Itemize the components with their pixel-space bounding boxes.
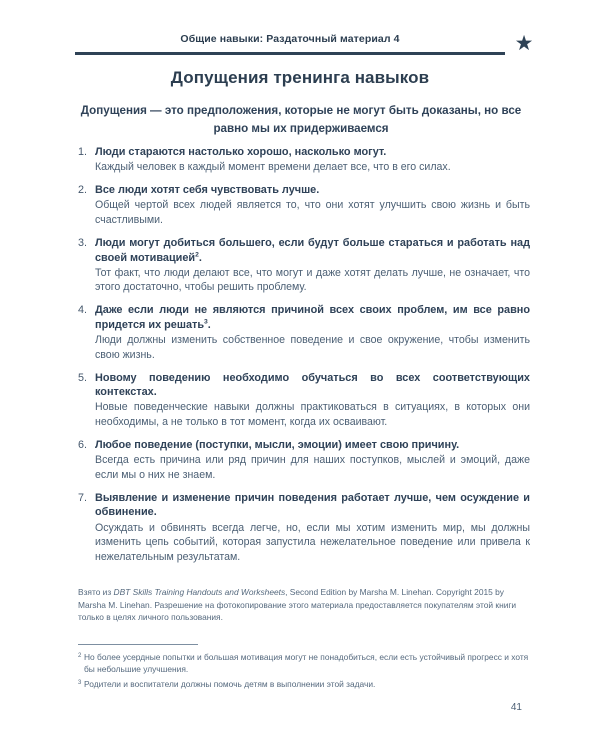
footnote-ref: 2 xyxy=(195,250,199,258)
attribution-prefix: Взято из xyxy=(78,587,114,597)
list-item-heading: Любое поведение (поступки, мысли, эмоции) имеет свою причину. xyxy=(95,439,460,452)
assumptions-list xyxy=(78,145,530,573)
footnote xyxy=(78,651,530,676)
list-item-body: Новые поведенческие навыки должны практиковаться в ситуациях, в которых они необходимы, а не только в тот момент, когда их осваивают. xyxy=(95,401,530,428)
list-item-heading xyxy=(95,303,530,332)
footnotes-section xyxy=(78,651,530,692)
footnote-marker: 3 xyxy=(78,679,82,686)
footnote-ref: 3 xyxy=(204,318,208,326)
list-item-heading xyxy=(95,236,530,265)
list-item xyxy=(78,491,530,564)
list-item-body: Каждый человек в каждый момент времени делает все, что в его силах. xyxy=(95,161,451,174)
attribution-suffix: , Second Edition by Marsha M. Linehan. Copyright 2015 by Marsha M. Linehan. Разрешение на фотокопирование этого материала предоставляется покупателям этой книги только в целях личного пользования. xyxy=(78,587,517,622)
list-item-body: Общей чертой всех людей является то, что они хотят улучшить свою жизнь и быть счастливыми. xyxy=(95,199,530,226)
list-item xyxy=(78,371,530,430)
list-item-body: Осуждать и обвинять всегда легче, но, если мы хотим изменить мир, мы должны изменить цепь событий, которая запустила нежелательное поведение или привела к нежелательным результатам. xyxy=(95,521,530,563)
list-item xyxy=(78,236,530,295)
list-item xyxy=(78,183,530,227)
page-number: 41 xyxy=(510,702,522,713)
list-item-number: 4. xyxy=(78,304,88,317)
header-divider xyxy=(75,52,505,55)
header-title: Общие навыки: Раздаточный материал 4 xyxy=(180,33,400,45)
footnote xyxy=(78,678,530,690)
list-item-heading: Все люди хотят себя чувствовать лучше. xyxy=(95,184,320,197)
page-title: Допущения тренинга навыков xyxy=(170,68,430,87)
list-item-body: Тот факт, что люди делают все, что могут и даже хотят делать лучше, не означает, что этого достаточно, чтобы решить проблему. xyxy=(95,266,530,294)
heading-text: Даже если люди не являются причиной всех своих проблем, им все равно придется их решать xyxy=(95,304,530,331)
attribution-note xyxy=(78,586,530,624)
page-header xyxy=(75,32,534,55)
footnote-marker: 2 xyxy=(78,653,82,659)
list-item-number: 1. xyxy=(78,146,88,158)
heading-tail: . xyxy=(198,251,202,264)
star-icon: ★ xyxy=(514,32,534,55)
subtitle-line-1: Допущения — это предположения, которые не могут быть доказаны, xyxy=(80,104,481,117)
heading-text: Люди могут добиться большего, если будут больше стараться и работать над своей мотивацией xyxy=(95,236,530,264)
list-item xyxy=(78,145,530,175)
attribution-book-title: DBT Skills Training Handouts and Worksheets xyxy=(113,587,286,597)
footnote-divider xyxy=(78,644,198,645)
footnote-text: Родители и воспитатели должны помочь детям в выполнении этой задачи. xyxy=(84,678,376,689)
page-subtitle xyxy=(75,102,527,138)
footnote-text: Но более усердные попытки и большая мотивация могут не понадобиться, если есть устойчивый прогресс и хотя бы небольшие улучшения. xyxy=(84,652,529,675)
list-item-number: 7. xyxy=(78,491,88,504)
list-item-heading: Люди стараются настолько хорошо, насколько могут. xyxy=(95,146,387,158)
list-item xyxy=(78,303,530,362)
list-item-number: 5. xyxy=(78,371,88,384)
list-item-number: 3. xyxy=(78,236,88,249)
list-item-number: 2. xyxy=(78,184,88,197)
list-item-body: Люди должны изменить собственное поведение и свое окружение, чтобы изменить свою жизнь. xyxy=(95,334,530,361)
list-item-body: Всегда есть причина или ряд причин для наших поступков, мыслей и эмоций, даже если мы о них не знаем. xyxy=(95,454,530,481)
list-item xyxy=(78,438,530,482)
list-item-heading: Выявление и изменение причин поведения работает лучше, чем осуждение и обвинение. xyxy=(95,491,530,519)
heading-tail: . xyxy=(207,318,211,331)
list-item-number: 6. xyxy=(78,439,88,452)
subtitle-line-2: но все равно мы их придерживаемся xyxy=(213,104,522,135)
list-item-heading: Новому поведению необходимо обучаться во всех соответствующих контекстах. xyxy=(95,371,530,399)
